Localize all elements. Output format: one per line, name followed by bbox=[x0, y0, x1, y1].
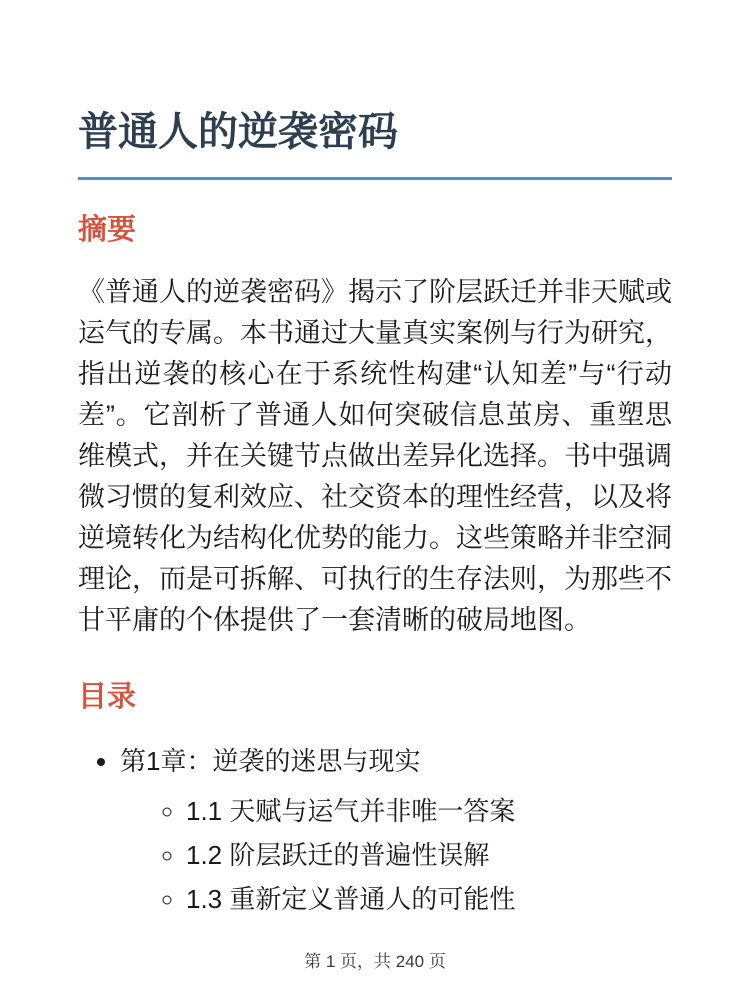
toc-subsection-item bbox=[186, 789, 672, 833]
page-title: 普通人的逆袭密码 bbox=[78, 108, 672, 180]
toc-subsection-list bbox=[120, 789, 672, 921]
abstract-paragraph: 《普通人的逆袭密码》揭示了阶层跃迁并非天赋或运气的专属。本书通过大量真实案例与行为研究，指出逆袭的核心在于系统性构建“认知差”与“行动差”。它剖析了普通人如何突破信息茧房、重塑思维模式，并在关键节点做出差异化选择。书中强调微习惯的复利效应、社交资本的理性经营，以及将逆境转化为结构化优势的能力。这些策略并非空洞理论，而是可拆解、可执行的生存法则，为那些不甘平庸的个体提供了一套清晰的破局地图。 bbox=[78, 277, 672, 635]
toc-chapter-item bbox=[120, 741, 672, 921]
toc-subsection-label: 1.2 阶层跃迁的普遍性误解 bbox=[186, 840, 490, 870]
toc-heading: 目录 bbox=[78, 681, 137, 713]
toc-subsection-label: 1.1 天赋与运气并非唯一答案 bbox=[186, 796, 516, 826]
toc-subsection-label: 1.3 重新定义普通人的可能性 bbox=[186, 884, 516, 914]
toc-subsection-item bbox=[186, 833, 672, 877]
abstract-heading: 摘要 bbox=[78, 214, 137, 246]
page-footer: 第 1 页，共 240 页 bbox=[304, 952, 446, 971]
toc-chapter-label: 第1章：逆袭的迷思与现实 bbox=[120, 746, 421, 776]
toc-list bbox=[78, 741, 672, 921]
toc-subsection-item bbox=[186, 877, 672, 921]
